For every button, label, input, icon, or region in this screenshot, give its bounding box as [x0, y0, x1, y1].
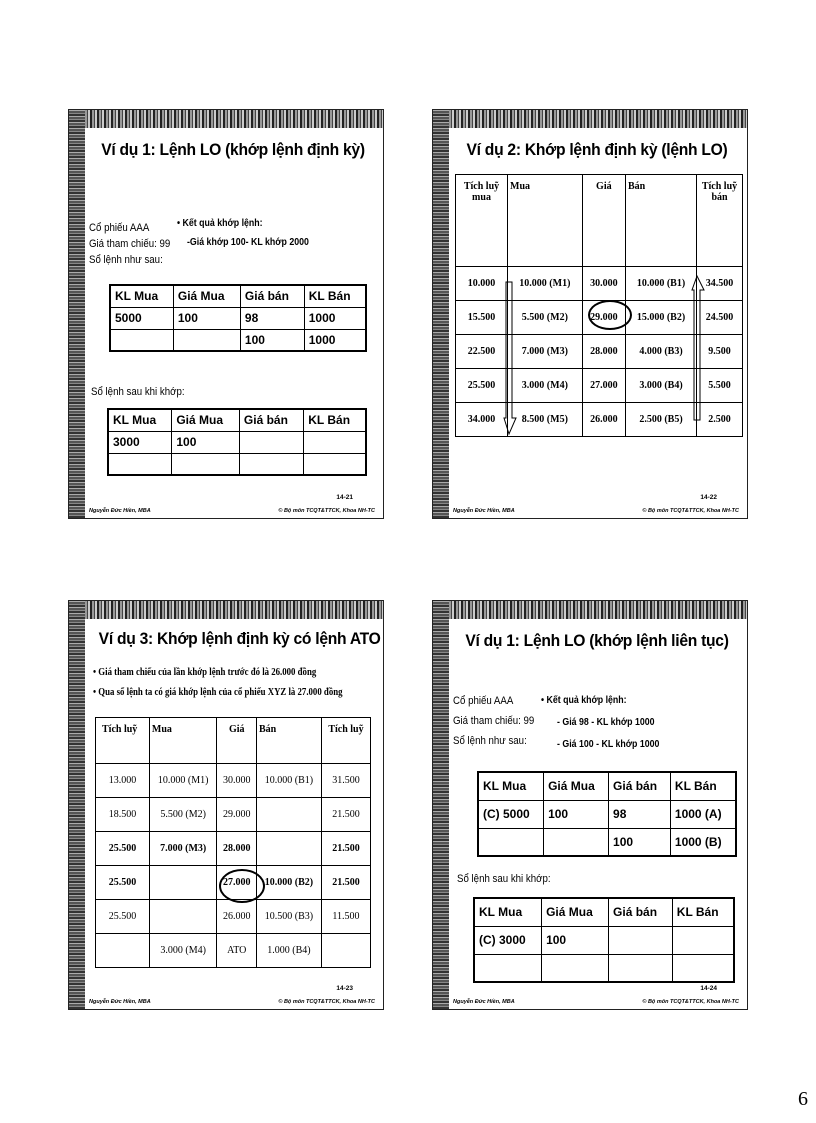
page-number: 6 [798, 1088, 808, 1110]
table-header-row [108, 409, 366, 431]
footer-author: Nguyễn Đức Hiền, MBA [453, 508, 515, 514]
ref-price-label: Giá tham chiếu: 99 [89, 238, 171, 250]
cell: 9.500 [697, 335, 743, 369]
slide-side-texture [433, 110, 449, 518]
cell: 3000 [108, 431, 172, 453]
table-header-row [478, 772, 736, 800]
header-cell: KL Mua [478, 772, 544, 800]
cell [672, 926, 734, 954]
cell [239, 431, 303, 453]
result-line-1: - Giá 98 - KL khớp 1000 [557, 717, 655, 728]
slide-top-texture [433, 601, 747, 619]
header-cell: Bán [625, 175, 696, 267]
footer-dept: © Bộ môn TCQT&TTCK, Khoa NH-TC [278, 508, 375, 514]
cell: 25.500 [96, 866, 150, 900]
cell [96, 934, 150, 968]
cell: 4.000 (B3) [625, 335, 696, 369]
table-row [108, 431, 366, 453]
cell: 1.000 (B4) [257, 934, 322, 968]
result-line-2: - Giá 100 - KL khớp 1000 [557, 739, 660, 750]
table-row [110, 329, 366, 351]
cell: 10.500 (B3) [257, 900, 322, 934]
cell: 98 [240, 307, 304, 329]
cell: 10.000 [456, 267, 508, 301]
order-book-table [477, 771, 737, 857]
cell [672, 954, 734, 982]
cell: ATO [217, 934, 257, 968]
header-cell: Tích luỹ [321, 718, 370, 764]
header-cell: Mua [149, 718, 217, 764]
cell: 30.000 [217, 764, 257, 798]
slide-14-24 [432, 600, 748, 1010]
cell: 2.500 (B5) [625, 403, 696, 437]
cell: 1000 (B) [670, 828, 736, 856]
cell: 26.000 [582, 403, 625, 437]
slide-title: Ví dụ 1: Lệnh LO (khớp lệnh định kỳ) [101, 140, 365, 159]
stock-label: Cổ phiếu AAA [89, 222, 150, 234]
header-cell: Giá Mua [542, 898, 609, 926]
cell [321, 934, 370, 968]
cell: 100 [544, 800, 609, 828]
cell [110, 329, 173, 351]
cell: 2.500 [697, 403, 743, 437]
result-title: • Kết quả khớp lệnh: [541, 695, 627, 706]
cell: 15.000 (B2) [625, 301, 696, 335]
table-row [478, 800, 736, 828]
slide-14-21 [68, 109, 384, 519]
cell: 31.500 [321, 764, 370, 798]
cell: 1000 (A) [670, 800, 736, 828]
header-cell: Bán [257, 718, 322, 764]
header-cell: Giá Mua [544, 772, 609, 800]
cumulative-buy-arrow [503, 278, 517, 438]
cell: 27.000 [217, 866, 257, 900]
table-row [96, 900, 371, 934]
cell [474, 954, 542, 982]
header-cell: Tích luỹ mua [456, 175, 508, 267]
cell [304, 431, 366, 453]
cell: 11.500 [321, 900, 370, 934]
cell: 10.000 (B1) [625, 267, 696, 301]
header-cell: KL Bán [670, 772, 736, 800]
slide-side-texture [433, 601, 449, 1009]
cumulative-sell-arrow [691, 274, 705, 424]
slide-top-texture [69, 601, 383, 619]
table-header-row [474, 898, 734, 926]
slide-title: Ví dụ 1: Lệnh LO (khớp lệnh liên tục) [465, 631, 729, 650]
cell: 21.500 [321, 832, 370, 866]
table-header-row [456, 175, 743, 267]
table-header-row [96, 718, 371, 764]
cell: 10.000 (B1) [257, 764, 322, 798]
cell: 22.500 [456, 335, 508, 369]
slide-title: Ví dụ 2: Khớp lệnh định kỳ (lệnh LO) [466, 140, 728, 159]
after-match-label: Sổ lệnh sau khi khớp: [91, 386, 185, 398]
table-row [108, 453, 366, 475]
header-cell: KL Mua [474, 898, 542, 926]
table-row [96, 934, 371, 968]
cell: 25.500 [96, 900, 150, 934]
header-cell: Giá [582, 175, 625, 267]
cell: 28.000 [582, 335, 625, 369]
header-cell: Giá Mua [173, 285, 240, 307]
header-cell: Mua [508, 175, 583, 267]
table-row [96, 798, 371, 832]
cell: 25.500 [456, 369, 508, 403]
cell: 25.500 [96, 832, 150, 866]
cell: 3.000 (B4) [625, 369, 696, 403]
header-cell: Giá bán [609, 772, 671, 800]
cell: 1000 [304, 307, 366, 329]
stock-label: Cổ phiếu AAA [453, 695, 514, 707]
cell: 100 [172, 431, 240, 453]
book-label: Sổ lệnh như sau: [453, 735, 527, 747]
order-book-table [95, 717, 371, 968]
cell: 21.500 [321, 798, 370, 832]
cell: 30.000 [582, 267, 625, 301]
footer-author: Nguyễn Đức Hiền, MBA [89, 999, 151, 1005]
cell: 29.000 [582, 301, 625, 335]
header-cell: Tích luỹ [96, 718, 150, 764]
header-cell: Giá [217, 718, 257, 764]
cell: (C) 5000 [478, 800, 544, 828]
header-cell: KL Bán [672, 898, 734, 926]
header-cell: Giá bán [240, 285, 304, 307]
cell: 100 [542, 926, 609, 954]
cell: 10.000 (M1) [149, 764, 217, 798]
cell: 100 [173, 307, 240, 329]
cell: 5.500 [697, 369, 743, 403]
result-line: -Giá khớp 100- KL khớp 2000 [187, 237, 309, 248]
cell: (C) 3000 [474, 926, 542, 954]
slide-top-texture [433, 110, 747, 128]
header-cell: Giá Mua [172, 409, 240, 431]
cell: 29.000 [217, 798, 257, 832]
cell [544, 828, 609, 856]
slide-14-23 [68, 600, 384, 1010]
cell [172, 453, 240, 475]
table-row [474, 926, 734, 954]
footer-dept: © Bộ môn TCQT&TTCK, Khoa NH-TC [642, 508, 739, 514]
footer-author: Nguyễn Đức Hiền, MBA [453, 999, 515, 1005]
slide-14-22 [432, 109, 748, 519]
cell: 28.000 [217, 832, 257, 866]
cell: 1000 [304, 329, 366, 351]
cell [257, 798, 322, 832]
ref-price-label: Giá tham chiếu: 99 [453, 715, 535, 727]
header-cell: Giá bán [609, 898, 673, 926]
cell [257, 832, 322, 866]
cell: 3.000 (M4) [508, 369, 583, 403]
cell: 10.000 (B2) [257, 866, 322, 900]
cell: 24.500 [697, 301, 743, 335]
slide-number: 14-24 [700, 985, 717, 992]
header-cell: Giá bán [239, 409, 303, 431]
cell: 8.500 (M5) [508, 403, 583, 437]
cell: 18.500 [96, 798, 150, 832]
table-row [96, 832, 371, 866]
table-row [474, 954, 734, 982]
header-cell: KL Mua [108, 409, 172, 431]
cell [239, 453, 303, 475]
cell: 21.500 [321, 866, 370, 900]
cell: 13.000 [96, 764, 150, 798]
order-book-table [109, 284, 367, 352]
cell: 5.500 (M2) [149, 798, 217, 832]
cell: 7.000 (M3) [149, 832, 217, 866]
slide-title: Ví dụ 3: Khớp lệnh định kỳ có lệnh ATO [98, 629, 381, 648]
table-row [110, 307, 366, 329]
match-price-circle [219, 869, 265, 903]
cell: 100 [240, 329, 304, 351]
cell: 15.500 [456, 301, 508, 335]
slide-number: 14-22 [700, 494, 717, 501]
cell: 27.000 [582, 369, 625, 403]
after-match-label: Sổ lệnh sau khi khớp: [457, 873, 551, 885]
cell [149, 900, 217, 934]
slide-side-texture [69, 110, 85, 518]
cell: 10.000 (M1) [508, 267, 583, 301]
footer-dept: © Bộ môn TCQT&TTCK, Khoa NH-TC [642, 999, 739, 1005]
header-cell: KL Mua [110, 285, 173, 307]
slide-number: 14-21 [336, 494, 353, 501]
table-header-row [110, 285, 366, 307]
cell [149, 866, 217, 900]
cell: 34.500 [697, 267, 743, 301]
footer-author: Nguyễn Đức Hiền, MBA [89, 508, 151, 514]
cell: 5000 [110, 307, 173, 329]
book-label: Sổ lệnh như sau: [89, 254, 163, 266]
cell [609, 926, 673, 954]
cell: 7.000 (M3) [508, 335, 583, 369]
match-price-circle [588, 300, 632, 330]
cell: 26.000 [217, 900, 257, 934]
footer-dept: © Bộ môn TCQT&TTCK, Khoa NH-TC [278, 999, 375, 1005]
cell [478, 828, 544, 856]
after-match-table [107, 408, 367, 476]
cell: 3.000 (M4) [149, 934, 217, 968]
cell: 100 [609, 828, 671, 856]
slide-top-texture [69, 110, 383, 128]
header-cell: KL Bán [304, 285, 366, 307]
result-title: • Kết quả khớp lệnh: [177, 218, 263, 229]
cell [542, 954, 609, 982]
header-cell: Tích luỹ bán [697, 175, 743, 267]
bullet-match-price: • Qua sổ lệnh ta có giá khớp lệnh của cổ phiếu XYZ là 27.000 đồng [93, 687, 343, 698]
table-row [478, 828, 736, 856]
header-cell: KL Bán [304, 409, 366, 431]
slide-number: 14-23 [336, 985, 353, 992]
table-row [96, 764, 371, 798]
cell [609, 954, 673, 982]
bullet-ref-price: • Giá tham chiếu của lần khớp lệnh trước đó là 26.000 đồng [93, 667, 316, 678]
cell [108, 453, 172, 475]
cell: 5.500 (M2) [508, 301, 583, 335]
cell: 34.000 [456, 403, 508, 437]
cell [173, 329, 240, 351]
after-match-table [473, 897, 735, 983]
cell: 98 [609, 800, 671, 828]
slide-side-texture [69, 601, 85, 1009]
cell [304, 453, 366, 475]
